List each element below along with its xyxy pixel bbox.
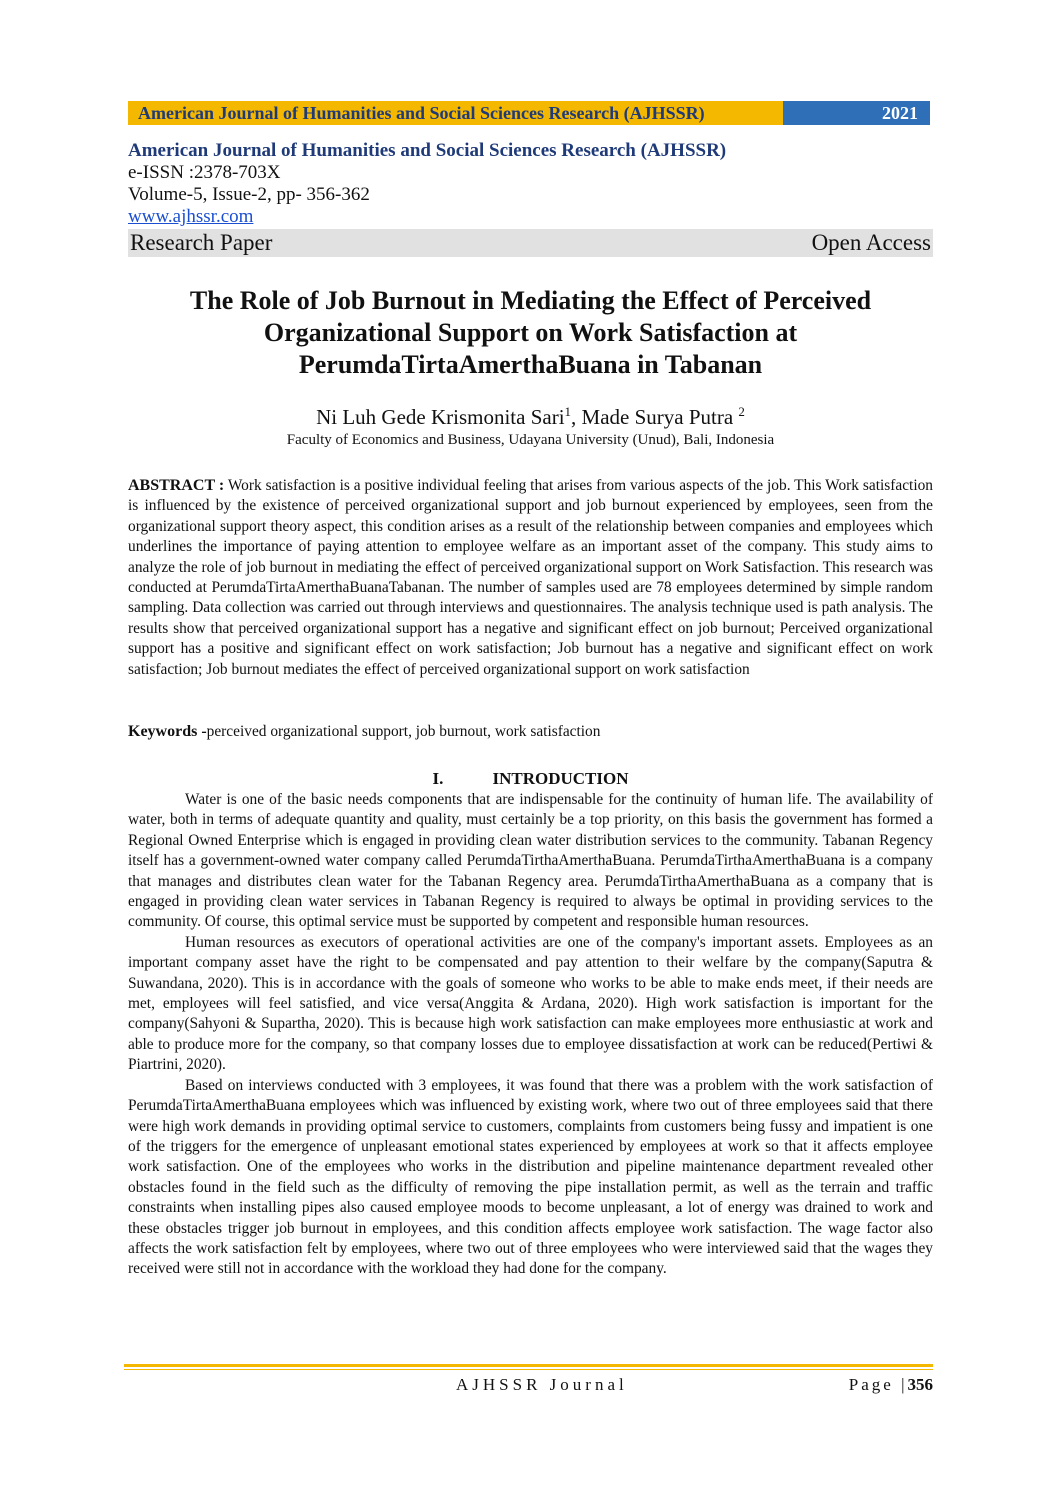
author-list xyxy=(128,399,933,430)
author-2: Made Surya Putra xyxy=(581,405,739,429)
access-label: Open Access xyxy=(811,230,931,255)
abstract-text: Work satisfaction is a positive individual feeling that arises from various aspects of the job. This Work satisfaction is influenced by the existence of perceived organizational support and job burnout experienced by employees, seen from the organizational support theory aspect, this condition arises as a result of the relationship between companies and employees which underlines the importance of paying attention to employee welfare as an important asset of the company. This study aims to analyze the role of job burnout in mediating the effect of perceived organizational support on Work Satisfaction. This research was conducted at PerumdaTirtaAmerthaBuanaTabanan. The number of samples used are 78 employees determined by simple random sampling. Data collection was carried out through interviews and questionnaires. The analysis technique used is path analysis. The results show that perceived organizational support has a negative and significant effect on job burnout; Perceived organizational support has a positive and significant effect on work satisfaction; Job burnout has a negative and significant effect on work satisfaction; Job burnout mediates the effect of perceived organizational support on work satisfaction xyxy=(128,477,933,678)
body-text xyxy=(128,790,933,1280)
author-1: Ni Luh Gede Krismonita Sari xyxy=(316,405,565,429)
paper-type-label: Research Paper xyxy=(130,230,273,255)
title-line-2: Organizational Support on Work Satisfaction at xyxy=(263,318,798,347)
paragraph: Based on interviews conducted with 3 employees, it was found that there was a problem with the work satisfaction of PerumdaTirtaAmerthaBuana employees which was influenced by existing work, where two out of three employees said that there were high work demands in providing optimal service to customers, complaints from customers being fussy and impatient is one of the triggers for the emergence of unpleasant emotional states experienced by employees at work so that it affects employee work satisfaction. One of the employees who works in the distribution and pipeline maintenance department revealed other obstacles found in the field such as the difficulty of removing the pipe installation permit, as well as the terrain and traffic constraints when installing pipes also caused employee moods to become unpleasant, a lot of energy was drained to work and these obstacles trigger job burnout in employees, and this condition affects employee work satisfaction. The wage factor also affects the work satisfaction felt by employees, where two out of three employees who were interviewed said that the wages they received were still not in accordance with the workload they had done for the company. xyxy=(128,1076,933,1278)
meta-issn: e-ISSN :2378-703X xyxy=(128,162,281,183)
paper-title xyxy=(128,285,933,381)
keywords xyxy=(128,722,933,742)
title-line-3: PerumdaTirtaAmerthaBuana in Tabanan xyxy=(298,350,763,379)
abstract xyxy=(128,476,933,680)
section-heading xyxy=(128,769,933,789)
meta-volume: Volume-5, Issue-2, pp- 356-362 xyxy=(128,184,370,205)
affiliation: Faculty of Economics and Business, Udayana University (Unud), Bali, Indonesia xyxy=(286,432,775,448)
footer-journal: AJHSSR Journal xyxy=(456,1375,628,1394)
footer-rule-thin xyxy=(124,1369,933,1370)
author-2-affil: 2 xyxy=(738,404,745,419)
footer-page-number: 356 xyxy=(907,1375,933,1394)
journal-meta xyxy=(128,140,933,257)
paper-type-bar xyxy=(128,229,933,257)
footer-page-label: Page | xyxy=(848,1375,908,1394)
header-year: 2021 xyxy=(783,101,930,125)
footer-page xyxy=(849,1374,933,1396)
header-journal-name: American Journal of Humanities and Social Sciences Research (AJHSSR) xyxy=(128,101,783,125)
paragraph: Human resources as executors of operational activities are one of the company's important assets. Employees as an important company asset have the right to be compensated and pay attention to their welfare by the company(Saputra & Suwandana, 2020). This is in accordance with the goals of someone who works to be able to make ends meet, if their needs are met, employees will feel satisfied, and vice versa(Anggita & Ardana, 2020). High work satisfaction is important for the company(Sahyoni & Supartha, 2020). This is because high work satisfaction can make employees more enthusiastic at work and able to produce more for the company, so that company losses due to employee dissatisfaction at work can be reduced(Pertiwi & Piartrini, 2020). xyxy=(128,933,933,1074)
website-link[interactable]: www.ajhssr.com xyxy=(128,206,254,227)
title-line-1: The Role of Job Burnout in Mediating the Effect of Perceived xyxy=(189,286,872,315)
abstract-label: ABSTRACT : xyxy=(128,477,225,494)
paragraph: Water is one of the basic needs components that are indispensable for the continuity of human life. The availability of water, both in terms of adequate quantity and quality, must certainly be a top priority, on this basis the government has formed a Regional Owned Enterprise which is engaged in providing clean water distribution services to the community. Tabanan Regency itself has a government-owned water company called PerumdaTirthaAmerthaBuana. PerumdaTirthaAmerthaBuana is a company that manages and distributes clean water for the Tabanan Regency area. PerumdaTirthaAmerthaBuana as a company that is engaged in providing clean water services in Tabanan Regency is required to always be optimal in providing services to the community. Of course, this optimal service must be supported by competent and responsible human resources. xyxy=(128,791,933,931)
meta-journal-name: American Journal of Humanities and Social Sciences Research (AJHSSR) xyxy=(128,140,727,161)
meta-website-row xyxy=(128,206,933,228)
author-separator: , xyxy=(571,405,582,429)
section-title: INTRODUCTION xyxy=(492,769,629,788)
keywords-text: perceived organizational support, job burnout, work satisfaction xyxy=(206,723,601,740)
keywords-label: Keywords - xyxy=(128,723,207,740)
footer-rule xyxy=(124,1364,933,1367)
section-number: I. xyxy=(432,769,444,788)
author-1-affil: 1 xyxy=(564,404,572,419)
journal-header-band xyxy=(128,101,930,125)
